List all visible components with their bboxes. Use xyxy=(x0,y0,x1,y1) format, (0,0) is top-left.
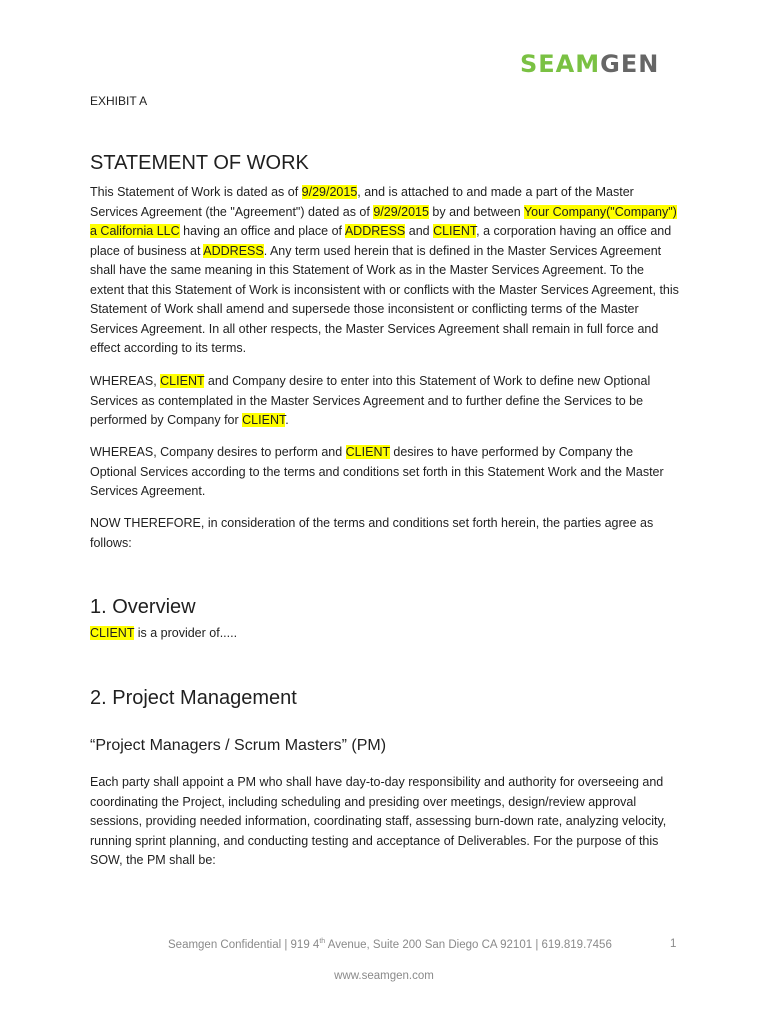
highlight-company: Your Company("Company") a California LLC xyxy=(90,204,677,238)
logo-part-gen: GEN xyxy=(600,50,660,78)
intro-text-6: , a corporation having an office and place of business at xyxy=(90,224,672,258)
overview-paragraph xyxy=(90,624,680,644)
whereas1-text-2: and Company desire to enter into this Statement of Work to define new Optional Services as contemplated in the Master Services Agreement and to further define the Services to be performed by Company for xyxy=(90,374,651,427)
footer-text-1: Seamgen Confidential | 919 4 xyxy=(168,938,320,951)
project-management-paragraph: Each party shall appoint a PM who shall have day-to-day responsibility and authority for overseeing and coordinating the Project, including scheduling and presiding over meetings, design/review approval sessions, providing needed information, coordinating staff, assessing burn-down rate, analyzing velocity, running sprint planning, and conducting testing and acceptance of Deliverables. For the purpose of this SOW, the PM shall be: xyxy=(90,775,667,867)
now-therefore-paragraph: NOW THEREFORE, in consideration of the terms and conditions set forth herein, the parties agree as follows: xyxy=(90,516,654,550)
logo-part-seam: SEAM xyxy=(520,50,601,78)
intro-text-4: having an office and place of xyxy=(179,224,345,238)
footer-confidential xyxy=(168,938,612,951)
section-heading-overview: 1. Overview xyxy=(90,596,196,618)
whereas2-text-1: WHEREAS, Company desires to perform and xyxy=(90,445,346,459)
highlight-client: CLIENT xyxy=(345,445,390,459)
overview-text: is a provider of..... xyxy=(134,626,238,640)
intro-text-1: This Statement of Work is dated as of xyxy=(90,185,302,199)
intro-text-2: , and is attached to and made a part of the Master Services Agreement (the "Agreement") dated as of xyxy=(90,185,634,219)
footer-text-2: Avenue, Suite 200 San Diego CA 92101 | 619.819.7456 xyxy=(325,938,612,951)
page-number: 1 xyxy=(670,938,677,950)
highlight-client: CLIENT xyxy=(160,374,205,388)
highlight-address-1: ADDRESS xyxy=(344,224,406,238)
exhibit-label: EXHIBIT A xyxy=(90,94,148,108)
seamgen-logo xyxy=(520,50,659,78)
page-title: STATEMENT OF WORK xyxy=(90,152,309,174)
highlight-client: CLIENT xyxy=(242,413,286,427)
highlight-client: CLIENT xyxy=(433,224,477,238)
whereas1-text-1: WHEREAS, xyxy=(90,374,161,388)
intro-paragraph xyxy=(90,183,680,359)
whereas2-text-2: desires to have performed by Company the Optional Services according to the terms and conditions set forth in this Statement Work and the Master Services Agreement. xyxy=(90,445,664,498)
highlight-client: CLIENT xyxy=(90,626,135,640)
whereas1-text-3: . xyxy=(285,413,289,427)
intro-text-5: and xyxy=(405,224,434,238)
highlight-date-1: 9/29/2015 xyxy=(301,185,358,199)
section-heading-project-management: 2. Project Management xyxy=(90,687,297,709)
highlight-date-2: 9/29/2015 xyxy=(373,204,429,219)
highlight-address-2: ADDRESS xyxy=(203,243,264,258)
intro-text-3: by and between xyxy=(428,204,524,219)
footer-website: www.seamgen.com xyxy=(334,970,434,982)
footer-superscript: th xyxy=(319,938,326,945)
whereas-paragraph-1 xyxy=(90,372,680,431)
intro-text-7: . Any term used herein that is defined in the Master Services Agreement shall have the same meaning in this Statement of Work as in the Master Services Agreement. To the extent that this Statement of Work is inconsistent with or conflicts with the Master Services Agreement, this Statement of Work shall amend and supersede those inconsistent or conflicting terms of the Master Services Agreement. In all other respects, the Master Services Agreement shall remain in full force and effect according to its terms. xyxy=(90,243,679,355)
subheading-project-managers: “Project Managers / Scrum Masters” (PM) xyxy=(90,737,387,754)
whereas-paragraph-2 xyxy=(90,443,680,502)
